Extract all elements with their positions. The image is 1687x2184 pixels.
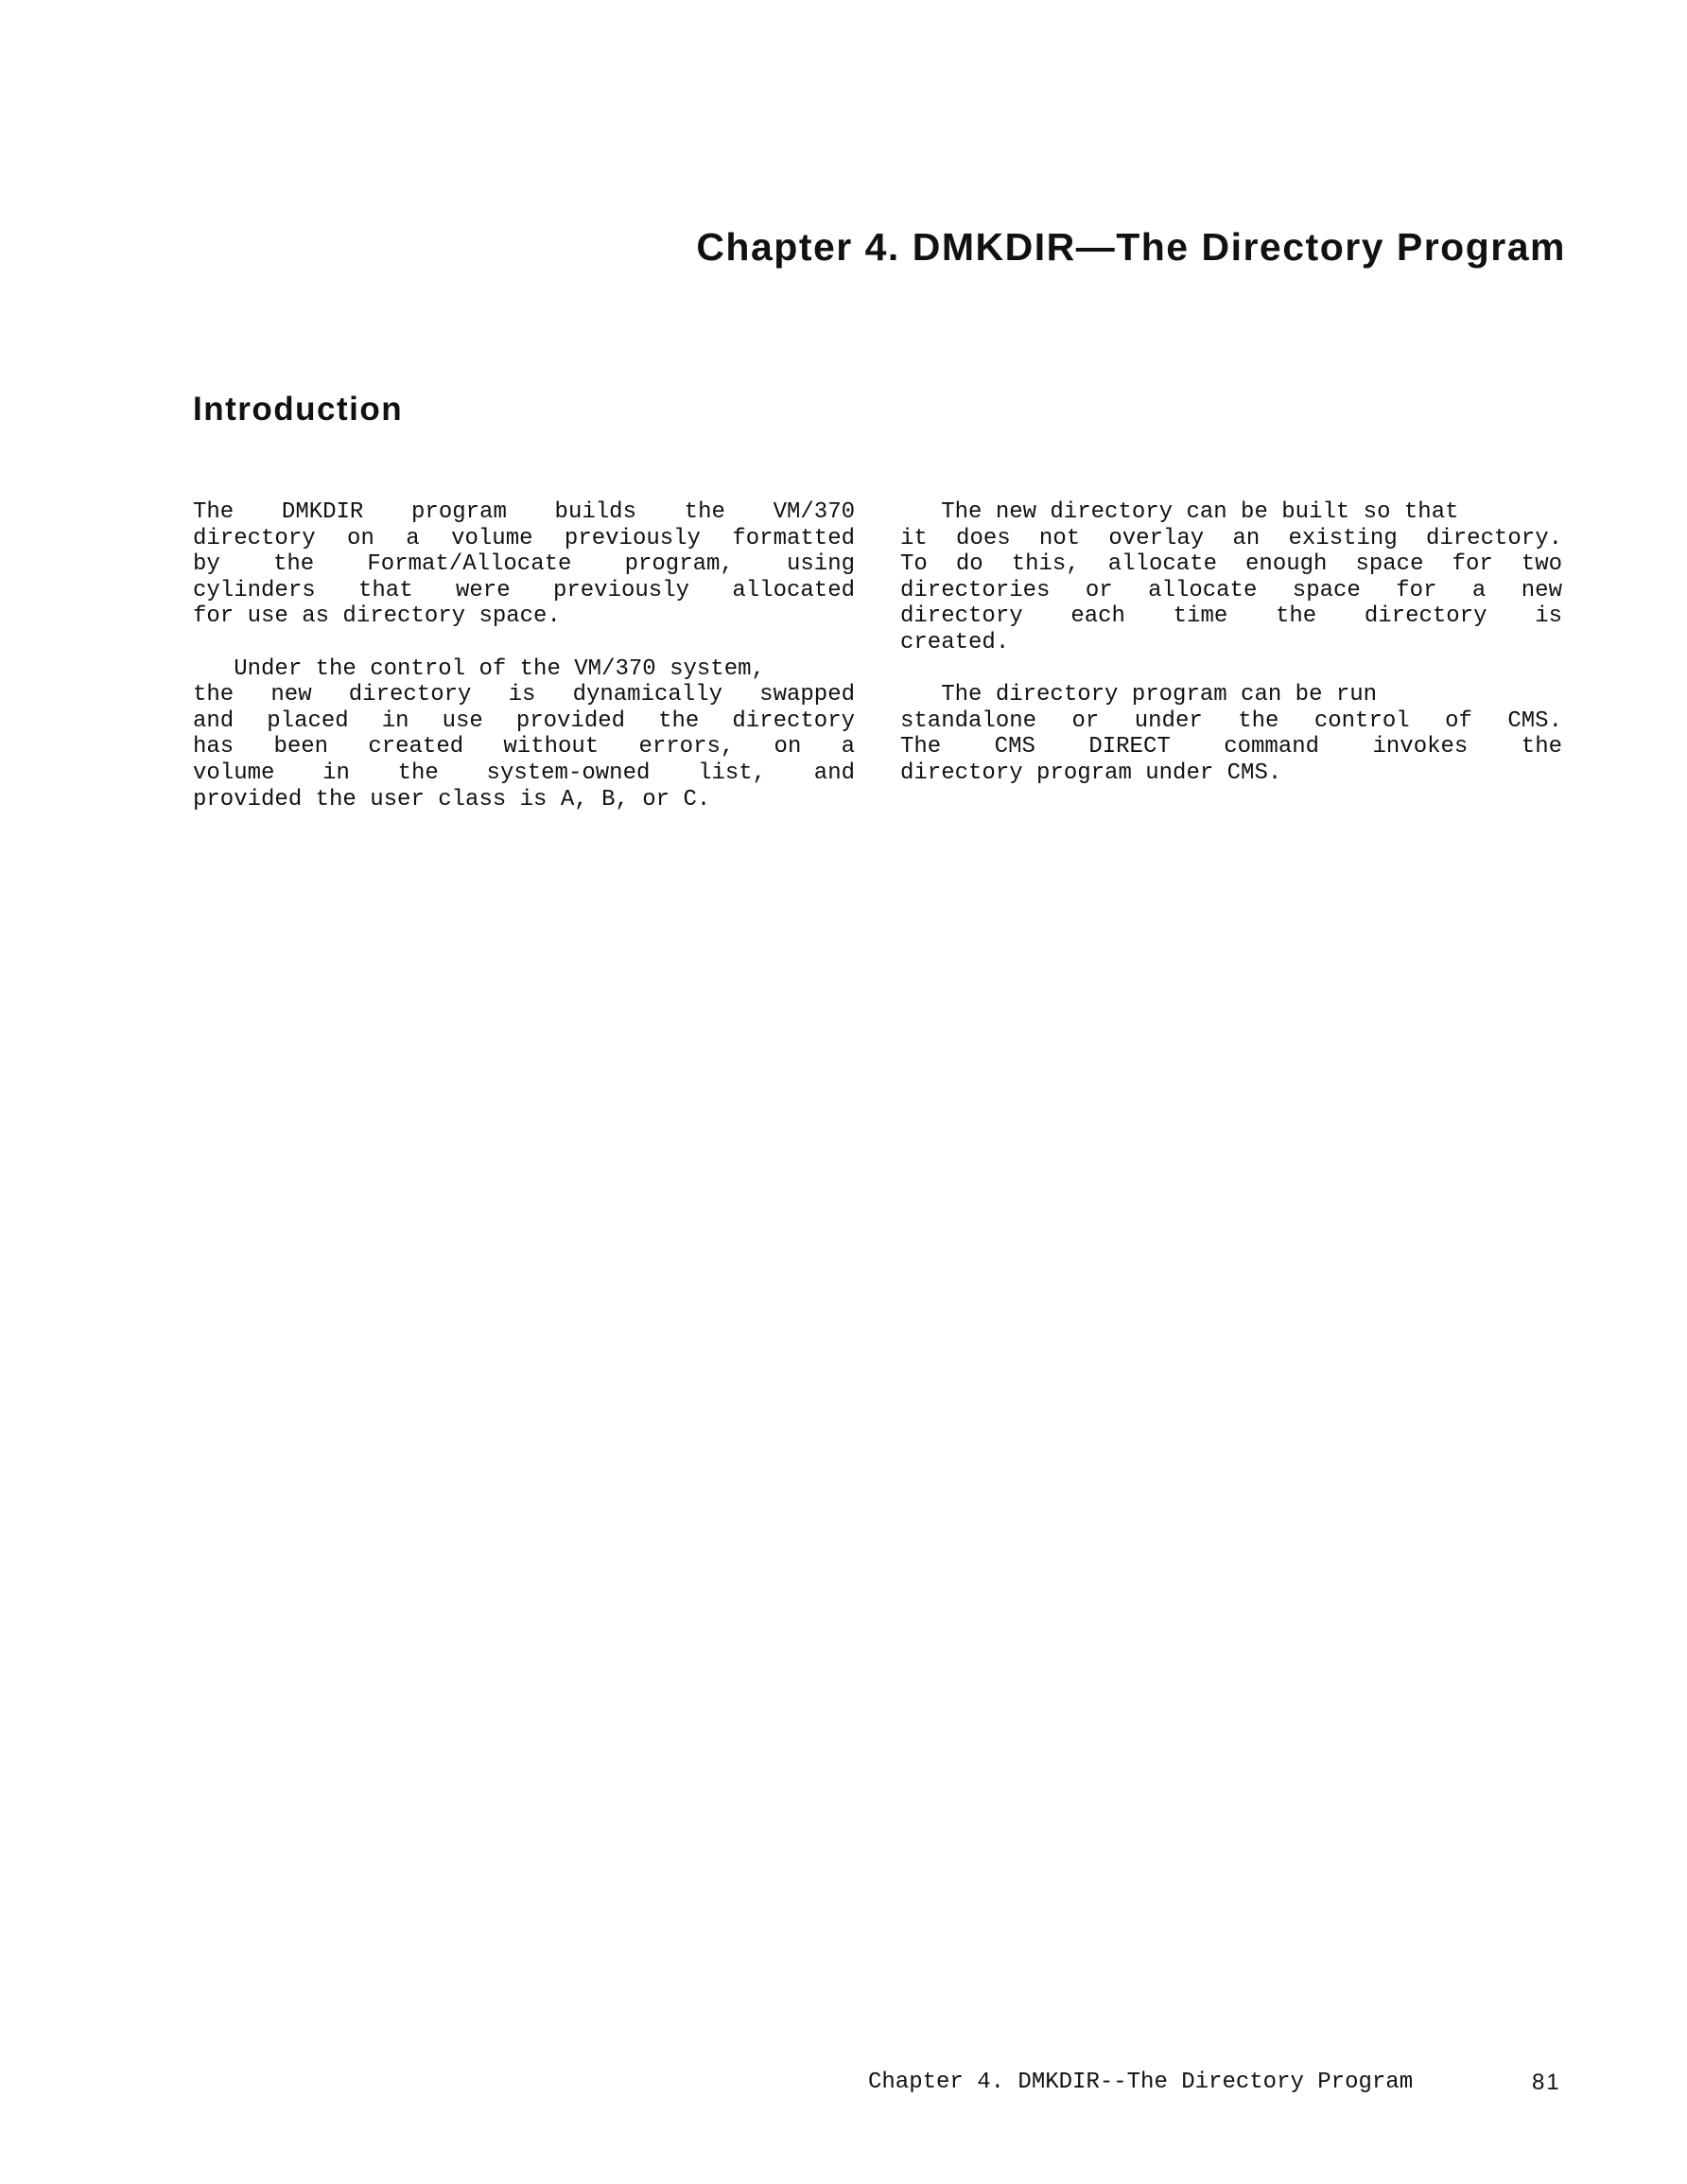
text-line: has been created without errors, on a [193, 734, 855, 760]
text-line: volume in the system-owned list, and [193, 760, 855, 786]
text-line: standalone or under the control of CMS. [900, 708, 1562, 734]
text-line: and placed in use provided the directory [193, 708, 855, 734]
page-number: 81 [1532, 2070, 1561, 2095]
text-line: directory on a volume previously formatted [193, 525, 855, 551]
right-paragraph-2 [900, 682, 1562, 786]
text-line: The CMS DIRECT command invokes the [900, 734, 1562, 760]
text-line: directory each time the directory is [900, 603, 1562, 630]
left-paragraph-2 [193, 656, 855, 813]
right-paragraph-1 [900, 499, 1562, 656]
text-line: cylinders that were previously allocated [193, 577, 855, 603]
text-line: created. [900, 629, 1010, 655]
text-line: To do this, allocate enough space for two [900, 551, 1562, 578]
text-line: The DMKDIR program builds the VM/370 [193, 499, 855, 525]
text-line: for use as directory space. [193, 603, 561, 630]
left-paragraph-1 [193, 499, 855, 630]
text-line: directories or allocate space for a new [900, 577, 1562, 603]
left-column [193, 499, 855, 812]
chapter-title: Chapter 4. DMKDIR—The Directory Program [696, 225, 1566, 269]
right-column [900, 499, 1562, 787]
text-line: it does not overlay an existing directory. [900, 525, 1562, 551]
text-line: by the Format/Allocate program, using [193, 551, 855, 578]
footer-running-title: Chapter 4. DMKDIR--The Directory Program [868, 2070, 1414, 2095]
section-heading-introduction: Introduction [193, 391, 404, 428]
text-line: provided the user class is A, B, or C. [193, 786, 711, 812]
text-line: The directory program can be run [900, 682, 1378, 708]
text-line: The new directory can be built so that [900, 499, 1459, 525]
text-line: directory program under CMS. [900, 760, 1282, 786]
text-line: Under the control of the VM/370 system, [193, 655, 765, 682]
text-line: the new directory is dynamically swapped [193, 682, 855, 708]
